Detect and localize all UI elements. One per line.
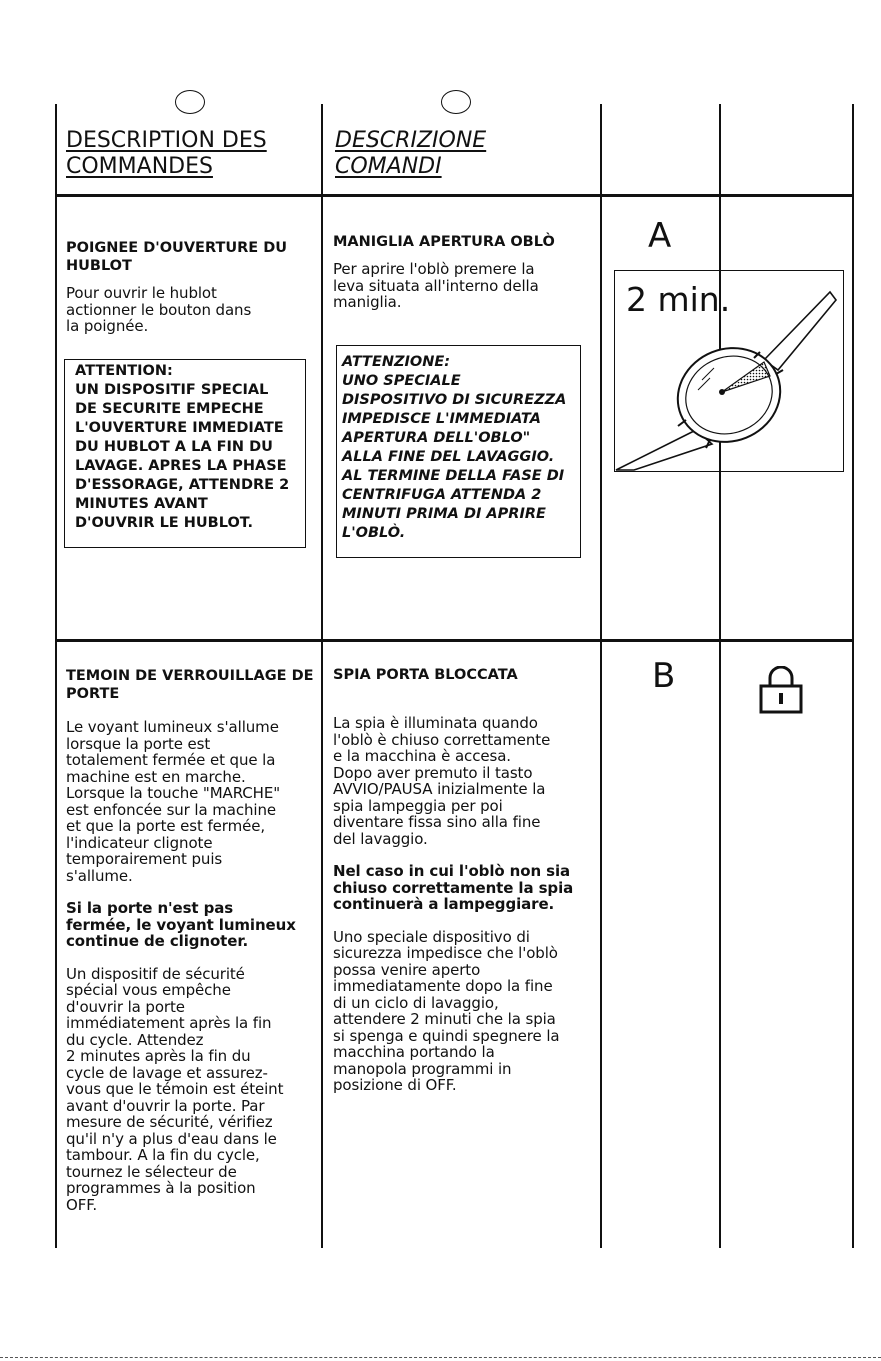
section-letter-b: B [652, 656, 676, 696]
door-lock-fr-paragraph-1: Le voyant lumineux s'allume lorsque la porte est totalement fermée et que la machine est en marche. Lorsque la touche "MARCHE" est enfoncée sur la machine et que la porte est fermée, l'indicateur clignote temporairement puis s'allume. [66, 718, 281, 885]
section-letter-a: A [648, 216, 672, 256]
page-trim-line [0, 1357, 881, 1358]
french-heading-line1: DESCRIPTION DES [66, 128, 267, 153]
italian-heading-line2: COMANDI [335, 154, 442, 179]
row-rule [55, 194, 854, 197]
door-lock-fr-paragraph-3: Un dispositif de sécurité spécial vous empêche d'ouvrir la porte immédiatement après la fin du cycle. Attendez 2 minutes après la fin du cycle de lavage et assurez- vous que le témoin est éteint avant d'ouvrir la porte. Par mesure de sécurité, vérifiez qu'il n'y a plus d'eau dans le tambour. A la fin du cycle, tournez le sélecteur de programmes à la position OFF. [66, 964, 284, 1214]
door-handle-text-fr: Pour ouvrir le hublot actionner le bouton dans la poignée. [66, 284, 252, 335]
column-rule [321, 104, 323, 1248]
door-lock-title-it: SPIA PORTA BLOCCATA [333, 667, 518, 683]
door-handle-text-it: Per aprire l'oblò premere la leva situata all'interno della maniglia. [333, 260, 539, 311]
door-lock-title-fr: TEMOIN DE VERROUILLAGE DE PORTE [66, 668, 314, 702]
flag-fr-circle [175, 90, 205, 114]
door-lock-it-paragraph-1: La spia è illuminata quando l'oblò è chiuso correttamente e la macchina è accesa. Dopo aver premuto il tasto AVVIO/PAUSA inizialmente la spia lampeggia per poi diventare fissa sino alla fine del lavaggio. [333, 714, 551, 848]
column-rule [852, 104, 854, 1248]
flag-it-circle [441, 90, 471, 114]
door-lock-text-fr [66, 719, 296, 1213]
column-rule [600, 104, 602, 1248]
clock-label: 2 min. [626, 280, 731, 319]
door-lock-fr-paragraph-2: Si la porte n'est pas fermée, le voyant lumineux continue de clignoter. [66, 899, 296, 950]
column-rule [55, 104, 57, 1248]
door-handle-title-fr: POIGNEE D'OUVERTURE DU HUBLOT [66, 240, 288, 274]
italian-heading [335, 128, 486, 180]
french-heading-line2: COMMANDES [66, 154, 213, 179]
warning-text-it: ATTENZIONE: UNO SPECIALE DISPOSITIVO DI SICUREZZA IMPEDISCE L'IMMEDIATA APERTURA DELL'OBLO" ALLA FINE DEL LAVAGGIO. AL TERMINE DELLA FASE DI CENTRIFUGA ATTENDA 2 MINUTI PRIMA DI APRIRE L'OBLÒ. [342, 354, 567, 541]
row-rule [55, 639, 854, 642]
warning-text-fr: ATTENTION: UN DISPOSITIF SPECIAL DE SECURITE EMPECHE L'OUVERTURE IMMEDIATE DU HUBLOT A LA FIN DU LAVAGE. APRES LA PHASE D'ESSORAGE, ATTENDRE 2 MINUTES AVANT D'OUVRIR LE HUBLOT. [75, 363, 290, 531]
watch-icon [614, 270, 844, 472]
door-lock-it-paragraph-3: Uno speciale dispositivo di sicurezza impedisce che l'oblò possa venire aperto immediatamente dopo la fine di un ciclo di lavaggio, attendere 2 minuti che la spia si spenga e quindi spegnere la macchina portando la manopola programmi in posizione di OFF. [333, 927, 560, 1094]
french-heading [66, 128, 267, 180]
door-handle-title-it: MANIGLIA APERTURA OBLÒ [333, 234, 555, 250]
door-lock-it-paragraph-2: Nel caso in cui l'oblò non sia chiuso correttamente la spia continuerà a lampeggiare. [333, 862, 574, 913]
door-lock-text-it [333, 715, 573, 1094]
italian-heading-line1: DESCRIZIONE [335, 128, 487, 153]
door-lock-icon [758, 666, 804, 714]
